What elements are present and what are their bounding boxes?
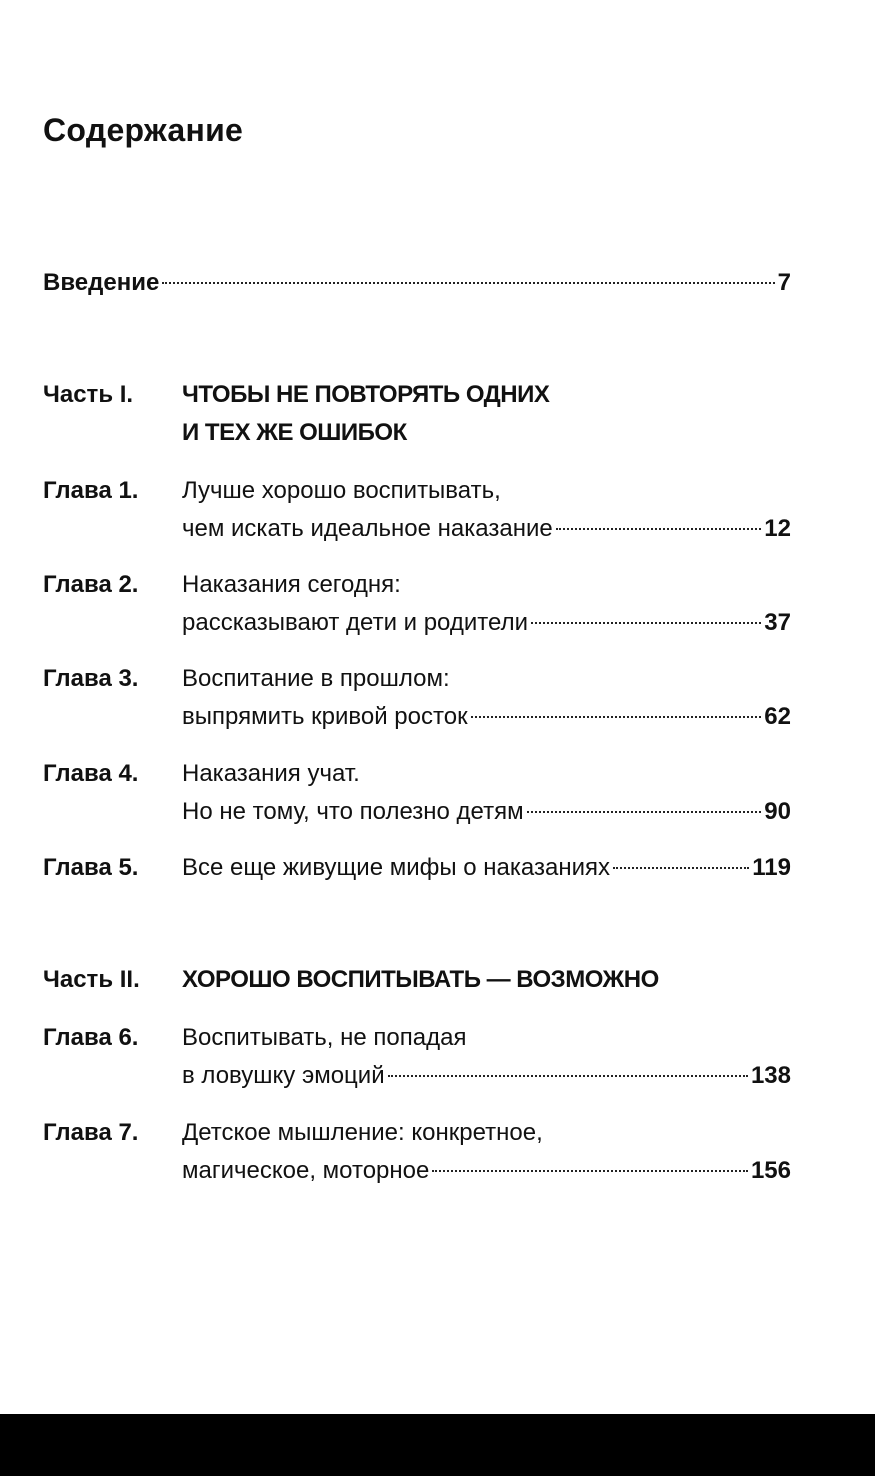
page-number: 37 — [764, 609, 791, 636]
page-number: 12 — [764, 515, 791, 542]
part-title-line: ХОРОШО ВОСПИТЫВАТЬ — ВОЗМОЖНО — [182, 966, 659, 993]
page-number: 119 — [752, 854, 791, 881]
part-label: Часть I. — [43, 381, 134, 408]
chapter-title-line: Лучше хорошо воспитывать, — [182, 477, 501, 504]
page-number: 90 — [764, 798, 791, 825]
toc-entry-label: Введение — [43, 269, 160, 296]
part-label: Часть II. — [43, 966, 140, 993]
dot-leader — [388, 1075, 748, 1077]
chapter-label: Глава 2. — [43, 571, 139, 598]
dot-leader — [531, 622, 761, 624]
dot-leader — [613, 867, 749, 869]
chapter-title-line: Все еще живущие мифы о наказаниях — [182, 854, 611, 881]
chapter-label: Глава 6. — [43, 1024, 139, 1051]
chapter-title-line: рассказывают дети и родители — [182, 609, 528, 636]
dot-leader — [527, 811, 762, 813]
chapter-title-line: выпрямить кривой росток — [182, 703, 468, 730]
chapter-title-line: чем искать идеальное наказание — [182, 515, 553, 542]
chapter-title-line: Но не тому, что полезно детям — [182, 798, 524, 825]
chapter-label: Глава 3. — [43, 665, 139, 692]
toc-entry-intro[interactable] — [43, 264, 791, 302]
chapter-title-line: магическое, моторное — [182, 1157, 430, 1184]
dot-leader — [471, 716, 762, 718]
chapter-title-line: Воспитание в прошлом: — [182, 665, 450, 692]
bottom-black-bar — [0, 1414, 875, 1476]
chapter-title-line: Наказания учат. — [182, 760, 360, 787]
page-number: 7 — [777, 269, 791, 296]
dot-leader — [162, 282, 774, 284]
chapter-label: Глава 1. — [43, 477, 139, 504]
chapter-label: Глава 4. — [43, 760, 139, 787]
page-number: 62 — [764, 703, 791, 730]
chapter-title-line: Наказания сегодня: — [182, 571, 401, 598]
chapter-title-line: Детское мышление: конкретное, — [182, 1119, 543, 1146]
part-title-line: ЧТОБЫ НЕ ПОВТОРЯТЬ ОДНИХ — [182, 381, 550, 408]
page-number: 138 — [750, 1062, 791, 1089]
chapter-label: Глава 7. — [43, 1119, 139, 1146]
dot-leader — [432, 1170, 748, 1172]
page-number: 156 — [750, 1157, 791, 1184]
chapter-label: Глава 5. — [43, 854, 139, 881]
part-title-line: И ТЕХ ЖЕ ОШИБОК — [182, 419, 407, 446]
chapter-title-line: Воспитывать, не попадая — [182, 1024, 467, 1051]
page-title: Содержание — [43, 112, 244, 148]
chapter-title-line: в ловушку эмоций — [182, 1062, 385, 1089]
dot-leader — [556, 528, 762, 530]
